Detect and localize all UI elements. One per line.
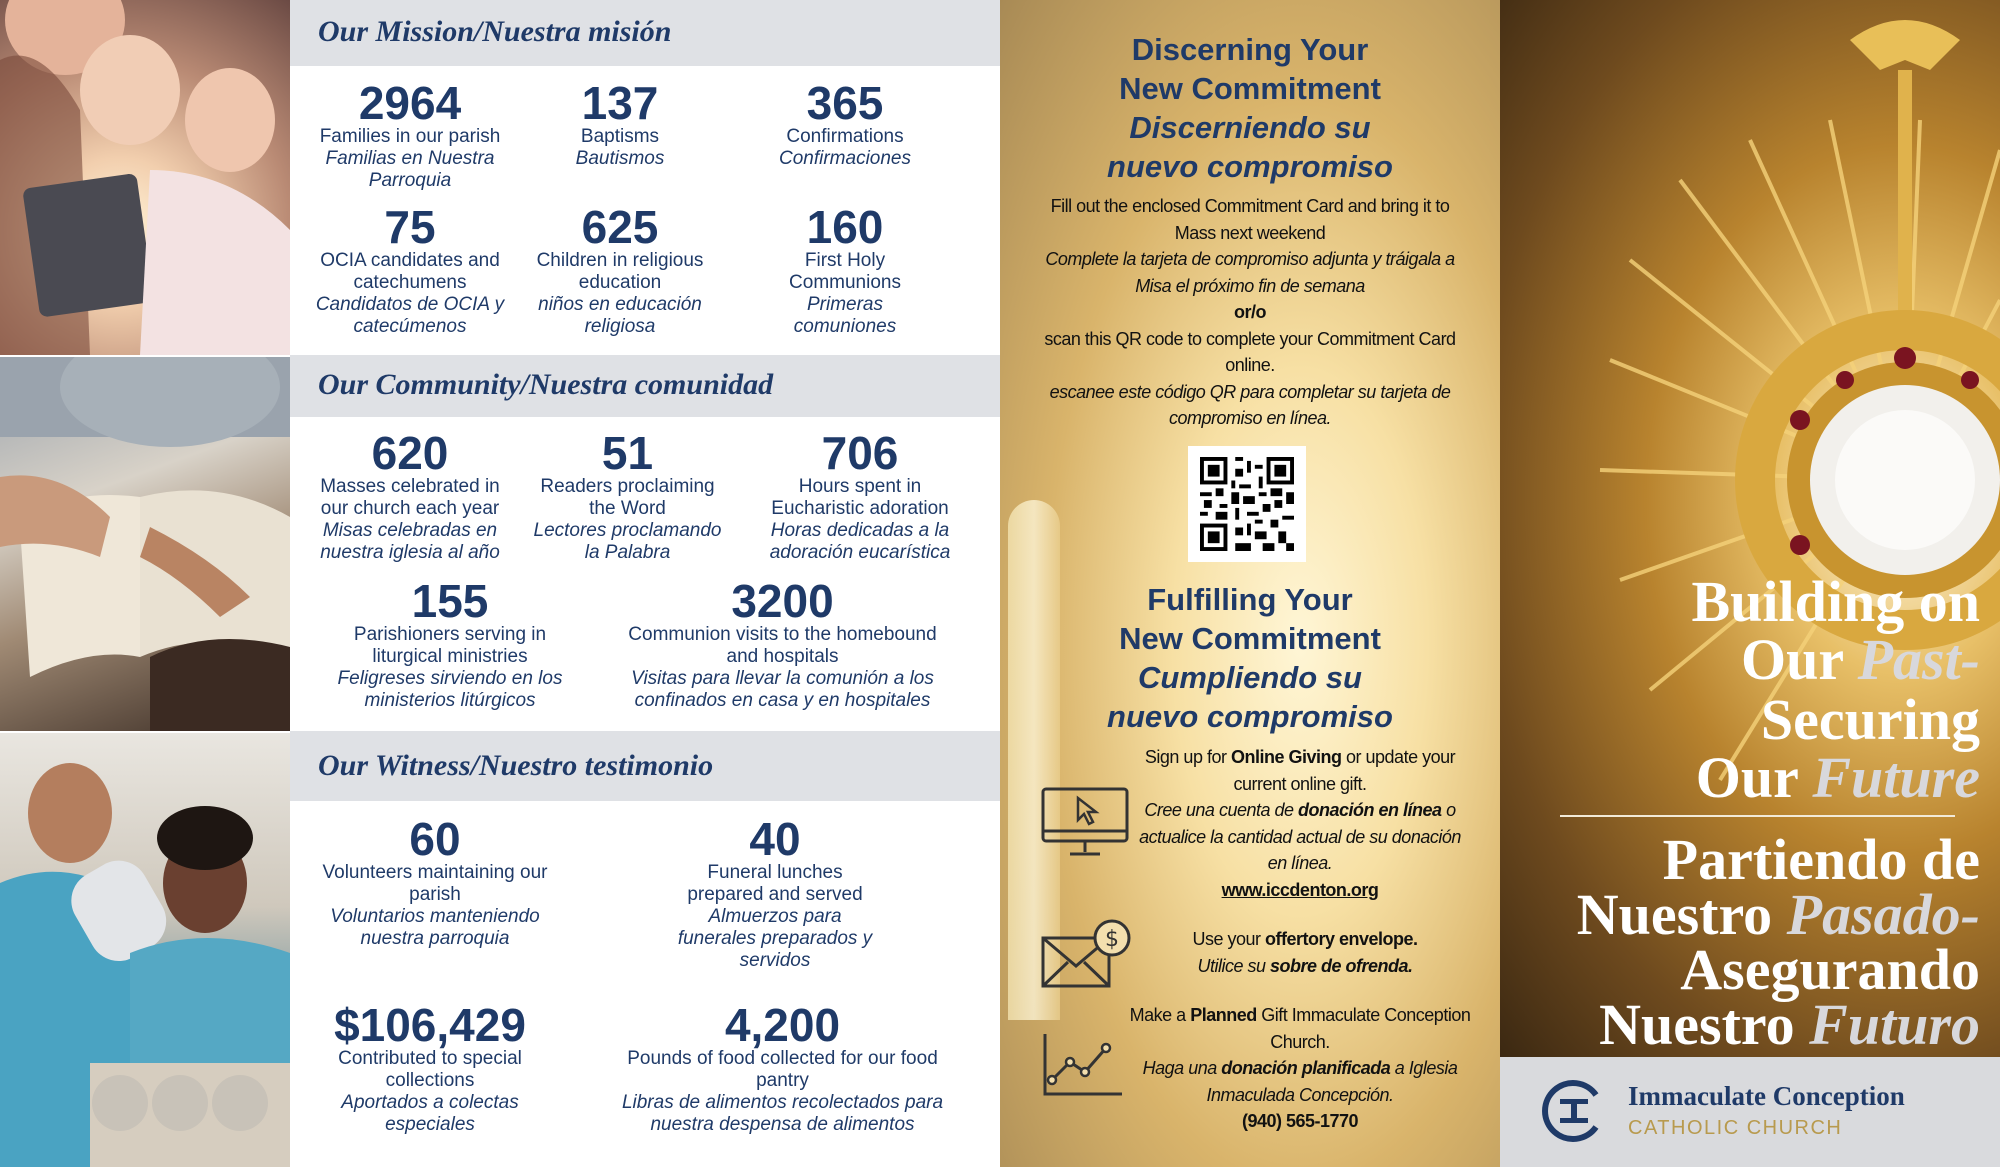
cover-es-3: Asegurando — [1680, 937, 1980, 1002]
stat-label-es: Misas celebradas en nuestra iglesia al año — [320, 520, 500, 563]
stat-families — [315, 77, 505, 192]
stat-label-es: Libras de alimentos recolectados para nuestra despensa de alimentos — [621, 1092, 944, 1135]
community-heading: Our Community/Nuestra comunidad — [318, 368, 774, 401]
parish-footer — [1500, 1057, 2000, 1167]
stat-ocia — [315, 201, 505, 338]
family-tablet-photo — [0, 0, 290, 355]
discerning-p1-es: Complete la tarjeta de compromiso adjunta y tráigala a Misa el próximo fin de semana — [1045, 249, 1455, 296]
cover-es-4a: Nuestro — [1599, 992, 1795, 1057]
discerning-title-en-2: New Commitment — [1119, 71, 1381, 106]
envelope-dollar-icon — [1040, 918, 1132, 990]
stat-label-en: Pounds of food collected for our food pantry — [627, 1048, 938, 1091]
qr-code-icon — [1199, 457, 1295, 551]
offertory-text — [1140, 926, 1470, 979]
community-band — [290, 355, 1000, 417]
stat-religious-ed — [530, 201, 710, 338]
computer-icon — [1040, 786, 1130, 858]
stat-number: 60 — [409, 813, 461, 865]
volunteers-photo — [0, 733, 290, 1167]
parish-subtitle: CATHOLIC CHURCH — [1628, 1117, 1843, 1139]
stat-label-en: Hours spent in Eucharistic adoration — [771, 476, 949, 519]
stat-label-es: Almuerzos para funerales preparados y servidos — [677, 906, 873, 971]
stat-communions — [760, 201, 930, 338]
stat-label-en: First Holy Communions — [789, 250, 901, 293]
online-text-1: Sign up for — [1144, 747, 1227, 767]
stats-panel — [290, 0, 1000, 1167]
cover-pasado: Pasado- — [1786, 882, 1980, 947]
stat-number: 625 — [581, 201, 659, 253]
cover-panel — [1500, 0, 2000, 1057]
fulfilling-title — [1000, 580, 1500, 736]
cover-past: Past- — [1857, 627, 1980, 692]
online-es-bold: donación en línea — [1298, 800, 1442, 820]
stat-number: 40 — [749, 813, 801, 865]
discerning-title-es-2: nuevo compromiso — [1107, 149, 1393, 184]
stat-label-es: Bautismos — [575, 148, 665, 169]
stat-number: 365 — [806, 77, 884, 129]
env-bold: offertory envelope. — [1265, 929, 1418, 949]
plan-text-1: Make a — [1129, 1005, 1186, 1025]
stat-label-es: Visitas para llevar la comunión a los confinados en casa y en hospitales — [631, 668, 934, 711]
stat-label-es: Candidatos de OCIA y catecúmenos — [315, 294, 505, 337]
stat-number: 155 — [411, 575, 489, 627]
stat-label-en: Readers proclaiming the Word — [540, 476, 715, 519]
stat-label-en: Baptisms — [580, 126, 660, 147]
fulfilling-title-en-1: Fulfilling Your — [1147, 582, 1353, 617]
stat-label-en: Volunteers maintaining our parish — [322, 862, 548, 905]
fulfilling-title-en-2: New Commitment — [1119, 621, 1381, 656]
discerning-p1-en: Fill out the enclosed Commitment Card and bring it to Mass next weekend — [1050, 196, 1450, 243]
stat-label-es: Primeras comuniones — [793, 294, 897, 337]
cover-divider — [1560, 815, 1955, 817]
cover-es-4 — [1500, 992, 1980, 1057]
cover-line-2 — [1500, 627, 1980, 692]
stat-label-es: Horas dedicadas a la adoración eucarística — [769, 520, 951, 563]
stat-label-en: Communion visits to the homebound and hospitals — [628, 624, 937, 667]
stat-label-en: Contributed to special collections — [338, 1048, 522, 1091]
mission-heading: Our Mission/Nuestra misión — [318, 15, 672, 48]
growth-chart-icon — [1040, 1032, 1124, 1100]
plan-text-2: Gift Immaculate Conception Church. — [1261, 1005, 1471, 1052]
stat-label-en: Families in our parish — [319, 126, 501, 147]
discerning-text — [1040, 193, 1460, 432]
stat-number: 2964 — [358, 77, 462, 129]
online-es-1: Cree una cuenta de — [1144, 800, 1294, 820]
plan-es-bold: donación planificada — [1221, 1058, 1391, 1078]
parish-logo-icon — [1542, 1079, 1606, 1143]
bible-reading-photo — [0, 357, 290, 731]
cover-line-2a: Our — [1740, 627, 1844, 692]
stat-confirmations — [750, 77, 940, 170]
svg-text:$: $ — [1105, 927, 1119, 952]
family-illustration — [0, 0, 290, 355]
env-es-bold: sobre de ofrenda. — [1270, 955, 1413, 976]
volunteers-illustration — [0, 733, 290, 1167]
stat-readers — [530, 427, 725, 564]
discerning-title-es-1: Discerniendo su — [1129, 110, 1371, 145]
stat-label-en: Masses celebrated in our church each year — [320, 476, 500, 519]
stat-collections — [305, 999, 555, 1136]
stat-label-en: Children in religious education — [536, 250, 704, 293]
cover-future: Future — [1812, 745, 1980, 810]
phone-number[interactable]: (940) 565-1770 — [1241, 1111, 1359, 1131]
stat-label-es: Aportados a colectas especiales — [341, 1092, 519, 1135]
stat-label-es: niños en educación religiosa — [538, 294, 702, 337]
discerning-title — [1000, 30, 1500, 186]
plan-bold: Planned — [1190, 1005, 1257, 1025]
stat-label-en: Confirmations — [786, 126, 904, 147]
discerning-p2-es: escanee este código QR para completar su tarjeta de compromiso en línea. — [1049, 381, 1451, 428]
plan-es-2: a Iglesia Inmaculada Concepción. — [1206, 1058, 1458, 1105]
website-link[interactable]: www.iccdenton.org — [1221, 879, 1379, 900]
cover-es-2a: Nuestro — [1576, 882, 1773, 947]
stat-food-pantry — [610, 999, 955, 1136]
stat-label-en: OCIA candidates and catechumens — [320, 250, 500, 293]
cover-line-4 — [1500, 745, 1980, 810]
stat-masses — [315, 427, 505, 564]
mission-band — [290, 0, 1000, 66]
stat-number: 137 — [581, 77, 659, 129]
stat-label-es: Feligreses sirviendo en los ministerios litúrgicos — [337, 668, 563, 711]
planned-gift-text — [1125, 1002, 1475, 1135]
stat-number: 75 — [384, 201, 436, 253]
stat-number: 4,200 — [724, 999, 841, 1051]
cover-es-2 — [1500, 882, 1980, 947]
stat-adoration — [760, 427, 960, 564]
online-giving-text — [1130, 744, 1470, 903]
fulfilling-title-es-1: Cumpliendo su — [1138, 660, 1362, 695]
bible-illustration — [0, 357, 290, 731]
discerning-title-en-1: Discerning Your — [1131, 32, 1369, 67]
or-label: or/o — [1234, 302, 1266, 322]
stat-label-es: Voluntarios manteniendo nuestra parroquia — [330, 906, 540, 949]
stat-label-es: Confirmaciones — [779, 148, 911, 169]
stat-label-es: Familias en Nuestra Parroquia — [325, 148, 495, 191]
stat-label-en: Funeral lunches prepared and served — [687, 862, 863, 905]
stat-baptisms — [540, 77, 700, 170]
online-giving-bold: Online Giving — [1230, 747, 1342, 767]
witness-heading: Our Witness/Nuestro testimonio — [318, 749, 714, 782]
discerning-p2-en: scan this QR code to complete your Commitment Card online. — [1044, 328, 1456, 375]
stat-number: 3200 — [731, 575, 834, 627]
stat-number: 160 — [806, 201, 884, 253]
online-text-2: or update your current online gift. — [1233, 747, 1456, 794]
online-es-2: o actualice la cantidad actual de su donación en línea. — [1139, 800, 1461, 873]
cover-line-3: Securing — [1760, 687, 1980, 752]
env-text-1: Use your — [1192, 929, 1261, 949]
cover-line-4a: Our — [1695, 745, 1798, 810]
fulfilling-title-es-2: nuevo compromiso — [1107, 699, 1393, 734]
cover-es-1: Partiendo de — [1662, 827, 1980, 892]
stat-number: 706 — [821, 427, 899, 479]
cover-line-1: Building on — [1691, 569, 1980, 634]
witness-band — [290, 731, 1000, 801]
stat-visits — [610, 575, 955, 712]
qr-code[interactable] — [1188, 446, 1306, 562]
stat-number: $106,429 — [334, 999, 526, 1051]
stat-volunteers — [320, 813, 550, 950]
stat-number: 620 — [371, 427, 449, 479]
stat-number: 51 — [601, 427, 654, 479]
cover-futuro: Futuro — [1809, 992, 1980, 1057]
parish-name: Immaculate Conception — [1628, 1081, 1905, 1111]
stat-funeral-lunches — [670, 813, 880, 972]
env-es-1: Utilice su — [1197, 955, 1266, 976]
stat-label-en: Parishioners serving in liturgical ministries — [353, 624, 547, 667]
plan-es-1: Haga una — [1142, 1058, 1217, 1078]
stat-label-es: Lectores proclamando la Palabra — [533, 520, 722, 563]
commitment-panel — [1000, 0, 1500, 1167]
stat-ministries — [330, 575, 570, 712]
